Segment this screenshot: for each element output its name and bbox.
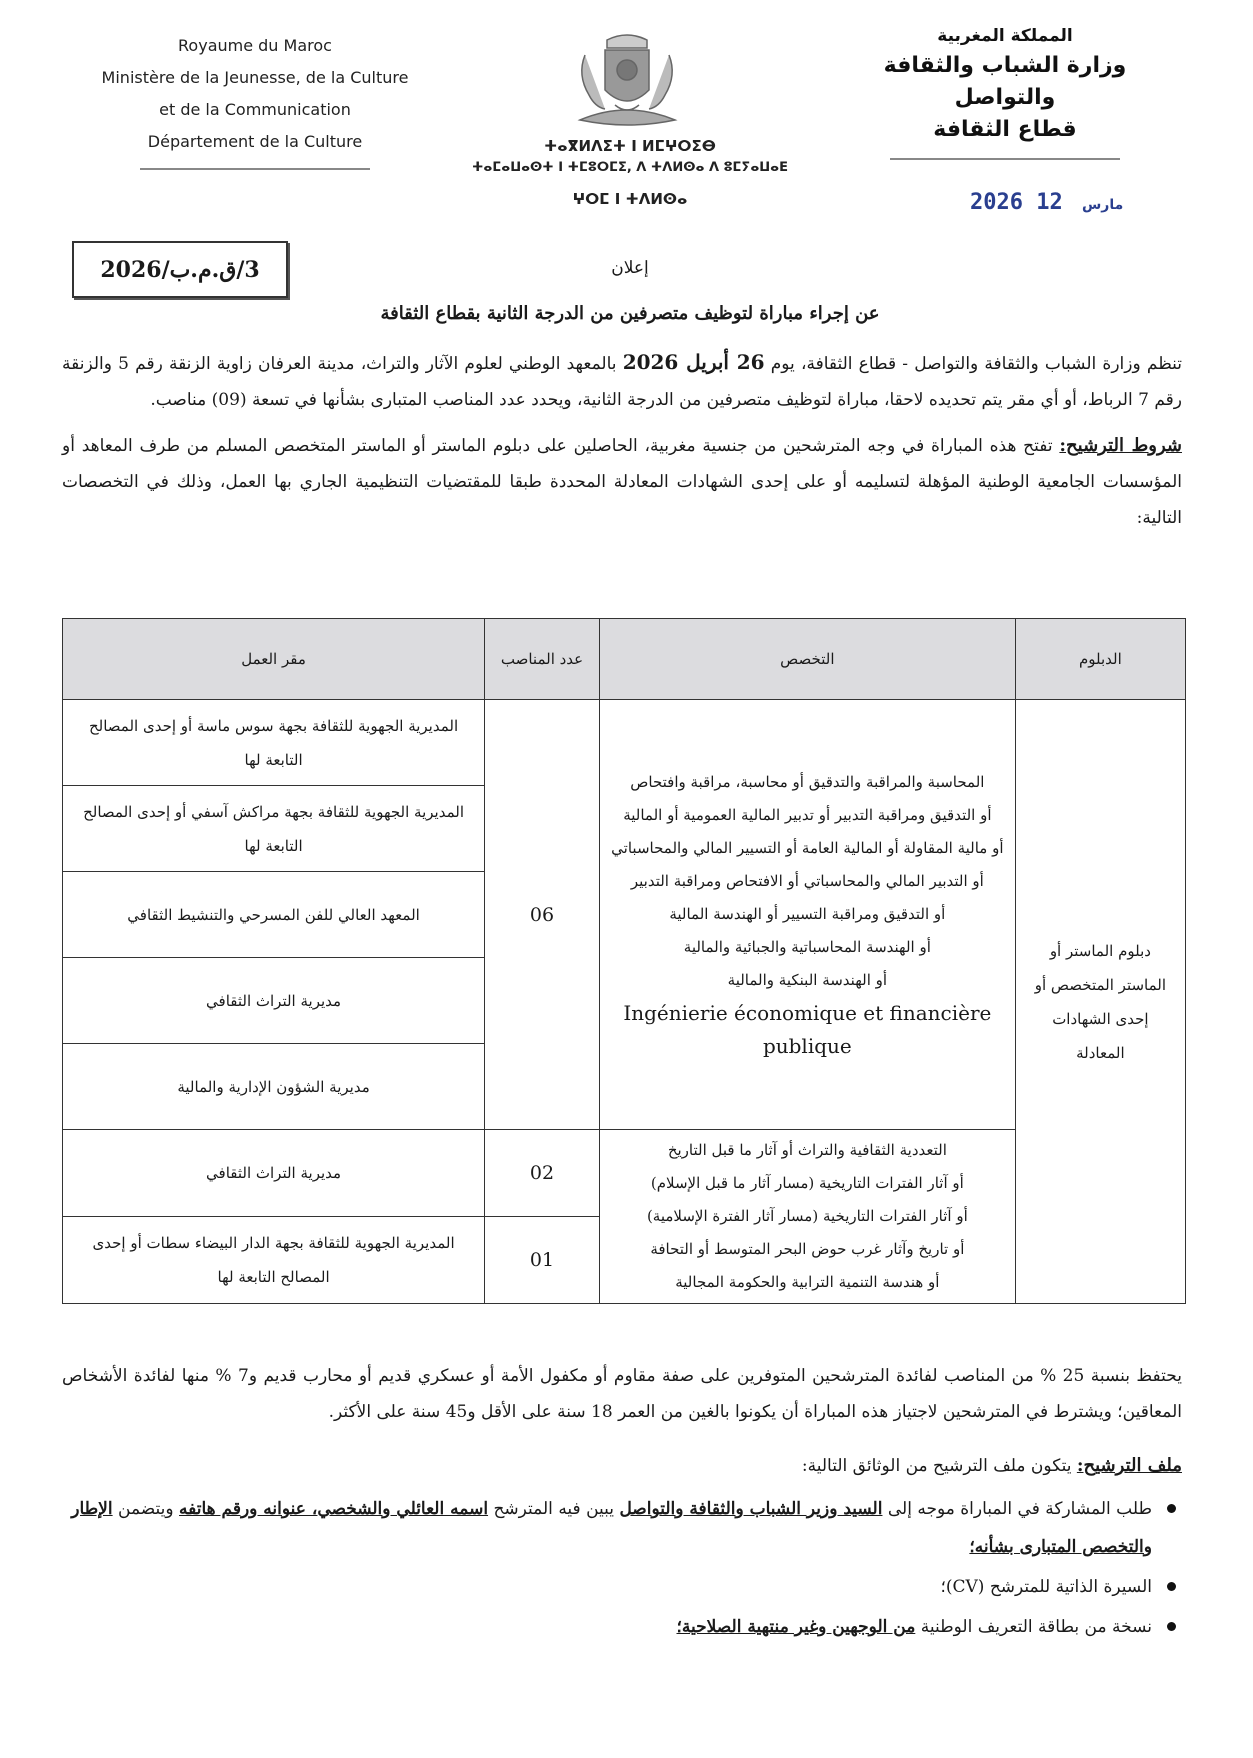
item-text: طلب المشاركة في المباراة موجه إلى	[882, 1499, 1152, 1519]
positions-cell: 02	[485, 1130, 600, 1217]
quota-paragraph: يحتفظ بنسبة 25 % من المناصب لفائدة المترشحين المتوفرين على صفة مقاوم أو مكفول الأمة أو عسكري قديم أو محارب قديم و7 % منها لفائدة الأشخاص المعاقين؛ ويشترط في المترشحين لاجتياز هذه المباراة أن يكونوا بالغين من العمر 18 سنة على الأقل و45 سنة على الأكثر.	[62, 1366, 1182, 1422]
item-emphasis: الإطار والتخصص المتبارى بشأنه؛	[71, 1499, 1152, 1557]
specialty-line: أو الهندسة المحاسباتية والجبائية والمالية	[683, 938, 931, 956]
specialty-line: أو آثار الفترات التاريخية (مسار آثار الفترة الإسلامية)	[646, 1207, 968, 1225]
kingdom-name-ar: المملكة المغربية	[937, 26, 1073, 46]
file-paragraph	[62, 1448, 1182, 1484]
specialty-line: أو مالية المقاولة أو المالية العامة أو التسيير المالي والمحاسباتي	[611, 839, 1004, 857]
positions-cell-group-1: 06	[485, 700, 600, 1130]
header-divider-right	[890, 158, 1120, 160]
specialty-line: المحاسبة والمراقبة والتدقيق أو محاسبة، مراقبة وافتحاص	[630, 773, 985, 791]
documents-list	[62, 1490, 1182, 1648]
table-row	[63, 700, 1186, 786]
specialty-line: أو آثار الفترات التاريخية (مسار آثار ما قبل الإسلام)	[650, 1174, 964, 1192]
item-emphasis: من الوجهين وغير منتهية الصلاحية؛	[676, 1617, 916, 1637]
date-stamp	[970, 190, 1130, 215]
specialty-line: أو تاريخ وآثار غرب حوض البحر المتوسط أو التحافة	[650, 1240, 965, 1258]
kingdom-name-tifinagh: ⵜⴰⴳⵍⴷⵉⵜ ⵏ ⵍⵎⵖⵔⵉⴱ	[544, 137, 716, 155]
workplace-cell: مديرية التراث الثقافي	[63, 958, 485, 1044]
item-text: السيرة الذاتية للمترشح (CV)؛	[940, 1577, 1152, 1597]
ministry-name-tifinagh: ⵜⴰⵎⴰⵡⴰⵙⵜ ⵏ ⵜⵎⵓⵔⵎⵉ, ⴷ ⵜⴷⵍⵙⴰ ⴷ ⵓⵎⵢⴰⵡⴰⴹ	[471, 160, 789, 175]
exam-date: 26 أبريل 2026	[622, 350, 765, 374]
header-arabic	[840, 22, 1170, 160]
department-name-tifinagh: ⵖⵔⵎ ⵏ ⵜⴷⵍⵙⴰ	[572, 190, 688, 208]
specialty-french: Ingénierie économique et financière publique	[623, 1001, 992, 1058]
item-text: يبين فيه المترشح	[488, 1499, 620, 1519]
ministry-name-ar-line1: وزارة الشباب والثقافة	[883, 53, 1127, 78]
file-label: ملف الترشيح:	[1076, 1455, 1182, 1476]
diploma-text: دبلوم الماستر أو الماستر المتخصص أو إحدى الشهادات المعادلة	[1034, 941, 1167, 1062]
ministry-name-ar-line2: والتواصل	[954, 85, 1056, 110]
positions-table	[62, 618, 1186, 1304]
file-text: يتكون ملف الترشيح من الوثائق التالية:	[801, 1456, 1077, 1476]
date-day: 12	[1036, 190, 1063, 215]
conditions-text: تفتح هذه المباراة في وجه المترشحين من جنسية مغربية، الحاصلين على دبلوم الماستر أو الماستر المتخصص المسلم من طرف المعاهد أو المؤسسات الجامعية الوطنية المؤهلة لتسليمه أو على إحدى الشهادات المعادلة المحددة طبقا للمقتضيات التنظيمية الجاري بها العمل، وذلك في التخصصات التالية:	[62, 436, 1182, 528]
workplace-cell: مديرية الشؤون الإدارية والمالية	[63, 1044, 485, 1130]
header-specialty: التخصص	[599, 619, 1015, 700]
header-positions: عدد المناصب	[485, 619, 600, 700]
ministry-name-fr-line2: et de la Communication	[159, 100, 351, 119]
specialty-line: أو التدقيق ومراقبة التسيير أو الهندسة المالية	[669, 905, 946, 923]
list-item	[62, 1568, 1182, 1606]
header-tifinagh	[440, 135, 820, 213]
announcement-title: إعلان	[611, 258, 649, 278]
conditions-paragraph	[62, 428, 1182, 536]
item-text: ويتضمن	[112, 1499, 179, 1519]
workplace-cell: المديرية الجهوية للثقافة بجهة الدار البيضاء سطات أو إحدى المصالح التابعة لها	[63, 1217, 485, 1304]
intro-paragraph	[62, 344, 1182, 418]
header-workplace: مقر العمل	[63, 619, 485, 700]
item-emphasis: السيد وزير الشباب والثقافة والتواصل	[619, 1499, 883, 1519]
specialty-line: أو التدقيق ومراقبة التدبير أو تدبير المالية العمومية أو المالية	[623, 806, 992, 824]
kingdom-name-fr: Royaume du Maroc	[178, 36, 332, 55]
header-french	[90, 30, 420, 170]
specialty-line: أو هندسة التنمية الترابية والحكومة المجالية	[675, 1273, 940, 1291]
intro-text-end: بالمعهد الوطني لعلوم الآثار والتراث، مدينة العرفان زاوية الزنقة رقم 5 والزنقة رقم 7 الرباط، أو أي مقر يتم تحديده لاحقا، مباراة لتوظيف متصرفين من الدرجة الثانية، ويحدد عدد المناصب المتبارى بشأنها في تسعة (09) مناصب.	[62, 354, 1182, 410]
ministry-name-fr-line1: Ministère de la Jeunesse, de la Culture	[101, 68, 409, 87]
specialty-line: أو التدبير المالي والمحاسباتي أو الافتحاص ومراقبة التدبير	[630, 872, 984, 890]
header-divider-left	[140, 168, 370, 170]
reference-number: 3/ق.م.ب/2026	[72, 241, 288, 298]
workplace-cell: المديرية الجهوية للثقافة بجهة سوس ماسة أو إحدى المصالح التابعة لها	[63, 700, 485, 786]
conditions-label: شروط الترشيح:	[1059, 435, 1182, 456]
announcement-subtitle: عن إجراء مباراة لتوظيف متصرفين من الدرجة الثانية بقطاع الثقافة	[380, 303, 880, 324]
specialty-cell-group-2	[599, 1130, 1015, 1304]
department-name-ar: قطاع الثقافة	[933, 117, 1077, 142]
workplace-cell: مديرية التراث الثقافي	[63, 1130, 485, 1217]
intro-text-start: تنظم وزارة الشباب والثقافة والتواصل - قطاع الثقافة، يوم	[764, 354, 1182, 374]
list-item	[62, 1608, 1182, 1646]
workplace-cell: المعهد العالي للفن المسرحي والتنشيط الثقافي	[63, 872, 485, 958]
coat-of-arms-icon	[565, 30, 690, 140]
department-name-fr: Département de la Culture	[147, 132, 363, 151]
workplace-cell: المديرية الجهوية للثقافة بجهة مراكش آسفي أو إحدى المصالح التابعة لها	[63, 786, 485, 872]
specialty-cell-group-1	[599, 700, 1015, 1130]
item-emphasis: اسمه العائلي والشخصي، عنوانه ورقم هاتفه	[179, 1499, 489, 1519]
header-diploma: الدبلوم	[1015, 619, 1185, 700]
specialty-line: التعددية الثقافية والتراث أو آثار ما قبل التاريخ	[667, 1141, 947, 1159]
item-text: نسخة من بطاقة التعريف الوطنية	[915, 1617, 1152, 1637]
diploma-cell	[1015, 700, 1185, 1304]
specialty-line: أو الهندسة البنكية والمالية	[727, 971, 888, 989]
list-item	[62, 1490, 1182, 1566]
positions-cell: 01	[485, 1217, 600, 1304]
date-month: مارس	[1081, 197, 1124, 213]
table-header-row	[63, 619, 1186, 700]
date-year: 2026	[970, 190, 1023, 215]
